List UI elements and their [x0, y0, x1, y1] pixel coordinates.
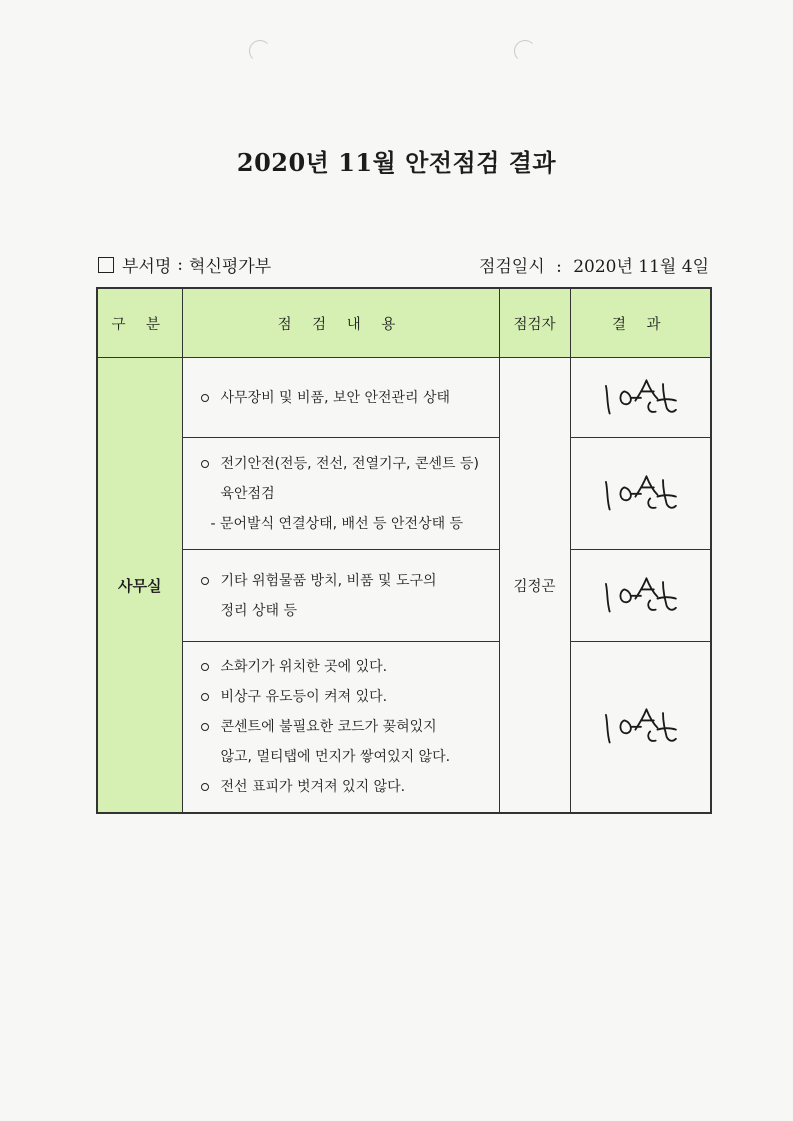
header-category: 구 분: [97, 288, 182, 358]
handwritten-signature: [595, 469, 685, 515]
content-cell: [182, 550, 499, 642]
bullet-icon: [201, 577, 209, 585]
content-line-text: 기타 위험물품 방치, 비품 및 도구의: [220, 572, 437, 589]
table-row: [97, 550, 711, 642]
content-line-text: 전기안전(전등, 전선, 전열기구, 콘센트 등): [220, 455, 479, 472]
handwritten-signature: [595, 373, 685, 419]
content-line: [201, 682, 485, 712]
punch-hole-right: [514, 40, 536, 62]
bullet-icon: [201, 460, 209, 468]
department-checkbox: [98, 257, 114, 273]
content-line: [201, 596, 485, 626]
inspector-cell: 김정곤: [499, 358, 570, 814]
content-line-text: 정리 상태 등: [220, 602, 298, 619]
content-line: [201, 479, 485, 509]
department-value: 혁신평가부: [189, 257, 272, 277]
content-line: [201, 772, 485, 802]
table-row: [97, 642, 711, 814]
content-line: [201, 383, 485, 413]
content-line: [201, 742, 485, 772]
bullet-icon: [201, 723, 209, 731]
content-cell: [182, 642, 499, 814]
content-line: [201, 509, 485, 539]
content-line-text: 소화기가 위치한 곳에 있다.: [220, 659, 388, 675]
signature-cell: [570, 550, 711, 642]
bullet-icon: [201, 663, 209, 671]
punch-hole-left: [249, 40, 271, 62]
document-title: 2020년 11월 안전점검 결과: [236, 148, 557, 177]
header-result: 결 과: [570, 288, 711, 358]
department-separator: :: [177, 254, 184, 275]
bullet-icon: [201, 394, 209, 402]
signature-cell: [570, 358, 711, 438]
bullet-icon: [201, 693, 209, 701]
inspection-date-line: [479, 252, 709, 277]
content-line-text: 사무장비 및 비품, 보안 안전관리 상태: [220, 389, 451, 406]
content-line-text: - 문어발식 연결상태, 배선 등 안전상태 등: [210, 515, 464, 532]
header-content: 점 검 내 용: [182, 288, 499, 358]
content-line-text: 육안점검: [220, 485, 275, 502]
content-cell: [182, 438, 499, 550]
content-line: [201, 652, 485, 682]
inspection-date-value: 2020년 11월 4일: [573, 257, 709, 277]
content-line-text: 콘센트에 불필요한 코드가 꽂혀있지: [220, 719, 437, 735]
inspection-date-label: 점검일시: [478, 257, 545, 277]
signature-cell: [570, 642, 711, 814]
table-header-row: [97, 288, 711, 358]
content-cell: [182, 358, 499, 438]
table-row: [97, 438, 711, 550]
content-line: [201, 712, 485, 742]
category-cell: 사무실: [97, 358, 182, 814]
department-line: [98, 252, 271, 277]
handwritten-signature: [595, 571, 685, 617]
table-row: [97, 358, 711, 438]
content-line-text: 비상구 유도등이 켜져 있다.: [220, 689, 388, 705]
handwritten-signature: [595, 702, 685, 748]
content-line-text: 전선 표피가 벗겨져 있지 않다.: [220, 779, 406, 795]
signature-cell: [570, 438, 711, 550]
content-line-text: 않고, 멀티탭에 먼지가 쌓여있지 않다.: [220, 749, 451, 765]
department-label: 부서명: [122, 257, 172, 277]
inspection-table: [96, 287, 712, 814]
bullet-icon: [201, 783, 209, 791]
content-line: [201, 566, 485, 596]
content-line: [201, 449, 485, 479]
header-inspector: 점검자: [499, 288, 570, 358]
inspection-date-separator: :: [556, 257, 562, 277]
